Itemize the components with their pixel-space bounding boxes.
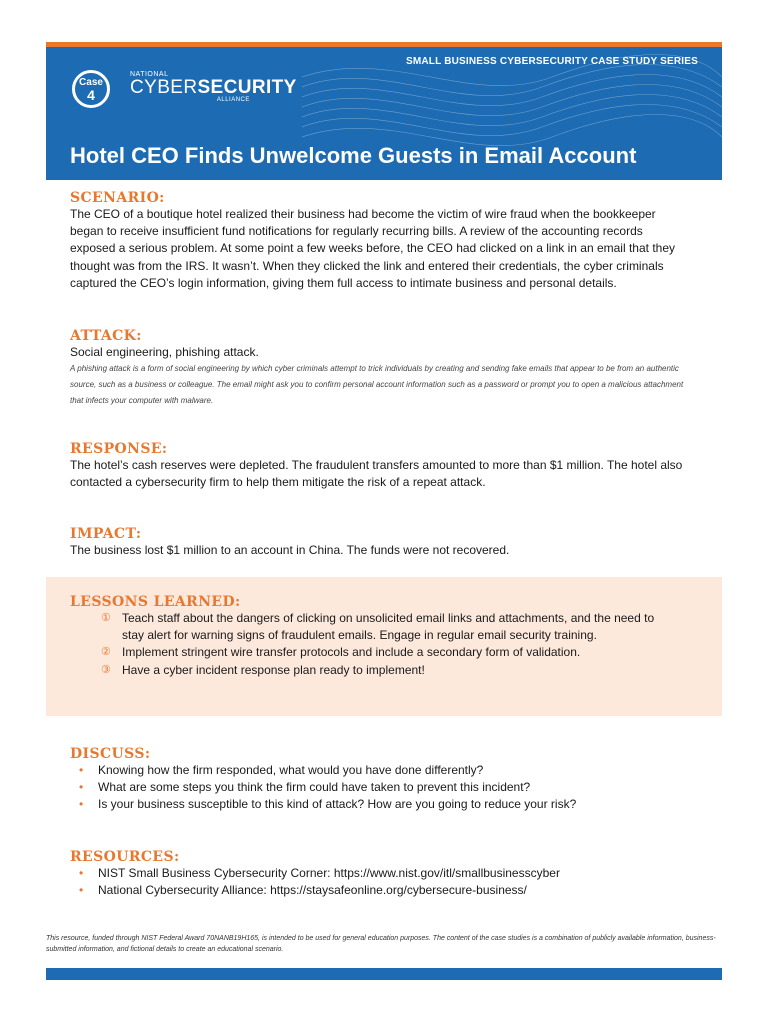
list-item	[46, 865, 690, 882]
list-item	[70, 644, 670, 661]
list-item-text: Is your business susceptible to this kind of attack? How are you going to reduce your risk?	[98, 797, 577, 812]
case-label: Case	[79, 77, 103, 88]
list-item	[46, 882, 690, 899]
resources-section	[70, 849, 690, 899]
list-number: ①	[101, 612, 111, 624]
logo-national: NATIONAL	[130, 71, 169, 78]
response-text: The hotel’s cash reserves were depleted. The fraudulent transfers amounted to more than $1 million. The hotel also contacted a cybersecurity firm to help them mitigate the risk of a repeat attack.	[70, 458, 683, 490]
attack-heading: ATTACK:	[70, 328, 142, 344]
scenario-text: The CEO of a boutique hotel realized their business had become the victim of wire fraud when the bookkeeper began to receive insufficient fund notifications for regularly recurring bills. A review of the accounting records exposed a serious problem. At some point a few weeks before, the CEO had clicked on a link in an email that they thought was from the IRS. It wasn’t. When they clicked the link and entered their credentials, the cyber criminals captured the CEO’s login information, giving them full access to intimate business and personal details.	[70, 207, 675, 290]
list-item	[70, 662, 670, 679]
impact-heading: IMPACT:	[70, 526, 142, 542]
lessons-list	[70, 610, 670, 679]
scenario-section	[70, 190, 690, 292]
list-item	[46, 779, 690, 796]
discuss-heading: DISCUSS:	[70, 746, 151, 762]
list-number: ②	[101, 646, 111, 659]
list-number: ③	[101, 663, 111, 676]
lessons-box	[46, 577, 722, 716]
header-banner	[46, 47, 722, 180]
footer-bar	[46, 968, 722, 980]
list-item-text: Implement stringent wire transfer protocols and include a secondary form of validation.	[122, 645, 581, 660]
case-badge	[72, 70, 110, 108]
list-item-text: What are some steps you think the firm could have taken to prevent this incident?	[98, 780, 531, 795]
page-title: Hotel CEO Finds Unwelcome Guests in Email Account	[70, 143, 637, 168]
attack-section	[70, 328, 690, 409]
bullet-icon: •	[79, 763, 84, 777]
logo-alliance: ALLIANCE	[216, 97, 250, 103]
response-heading: RESPONSE:	[70, 441, 168, 457]
attack-text: Social engineering, phishing attack.	[70, 345, 259, 359]
resource-link[interactable]: National Cybersecurity Alliance: https://staysafeonline.org/cybersecure-business/	[98, 883, 527, 898]
bullet-icon: •	[79, 780, 84, 795]
impact-section	[70, 526, 690, 559]
ncsa-logo	[130, 71, 297, 103]
list-item-text: Have a cyber incident response plan ready to implement!	[122, 662, 425, 677]
list-item-text: Teach staff about the dangers of clicking on unsolicited email links and attachments, and the need to stay alert for warning signs of fraudulent emails. Engage in regular email security training.	[122, 611, 655, 643]
logo-cyber: CYBER	[130, 77, 198, 98]
response-section	[70, 441, 690, 491]
discuss-list	[46, 762, 690, 814]
bullet-icon: •	[79, 883, 84, 898]
funding-disclaimer: This resource, funded through NIST Federal Award 70NANB19H165, is intended to be used for general education purposes. The content of the case studies is a combination of publicly available information, business-submitted information, and fictional details to create an educational scenario.	[46, 935, 716, 953]
logo-wordmark	[130, 78, 297, 97]
lessons-heading: LESSONS LEARNED:	[70, 594, 241, 610]
bullet-icon: •	[79, 866, 84, 880]
resources-heading: RESOURCES:	[70, 849, 180, 865]
bullet-icon: •	[79, 797, 84, 812]
logo-security: SECURITY	[197, 77, 297, 98]
series-label: SMALL BUSINESS CYBERSECURITY CASE STUDY SERIES	[405, 56, 698, 67]
attack-note: A phishing attack is a form of social engineering by which cyber criminals attempt to trick individuals by creating and sending fake emails that appear to be from an authentic source, such as a business or colleague. The email might ask you to confirm personal account information such as a password or prompt you to open a malicious attachment that infects your computer with malware.	[70, 364, 684, 406]
list-item	[46, 796, 690, 813]
resources-list	[46, 865, 690, 899]
scenario-heading: SCENARIO:	[70, 190, 165, 206]
list-item	[46, 762, 690, 779]
impact-text: The business lost $1 million to an account in China. The funds were not recovered.	[70, 543, 510, 557]
list-item	[70, 610, 670, 644]
resource-link[interactable]: NIST Small Business Cybersecurity Corner: https://www.nist.gov/itl/smallbusinesscyber	[98, 866, 560, 880]
discuss-section	[70, 746, 690, 814]
case-number: 4	[87, 87, 95, 103]
list-item-text: Knowing how the firm responded, what would you have done differently?	[98, 763, 484, 777]
